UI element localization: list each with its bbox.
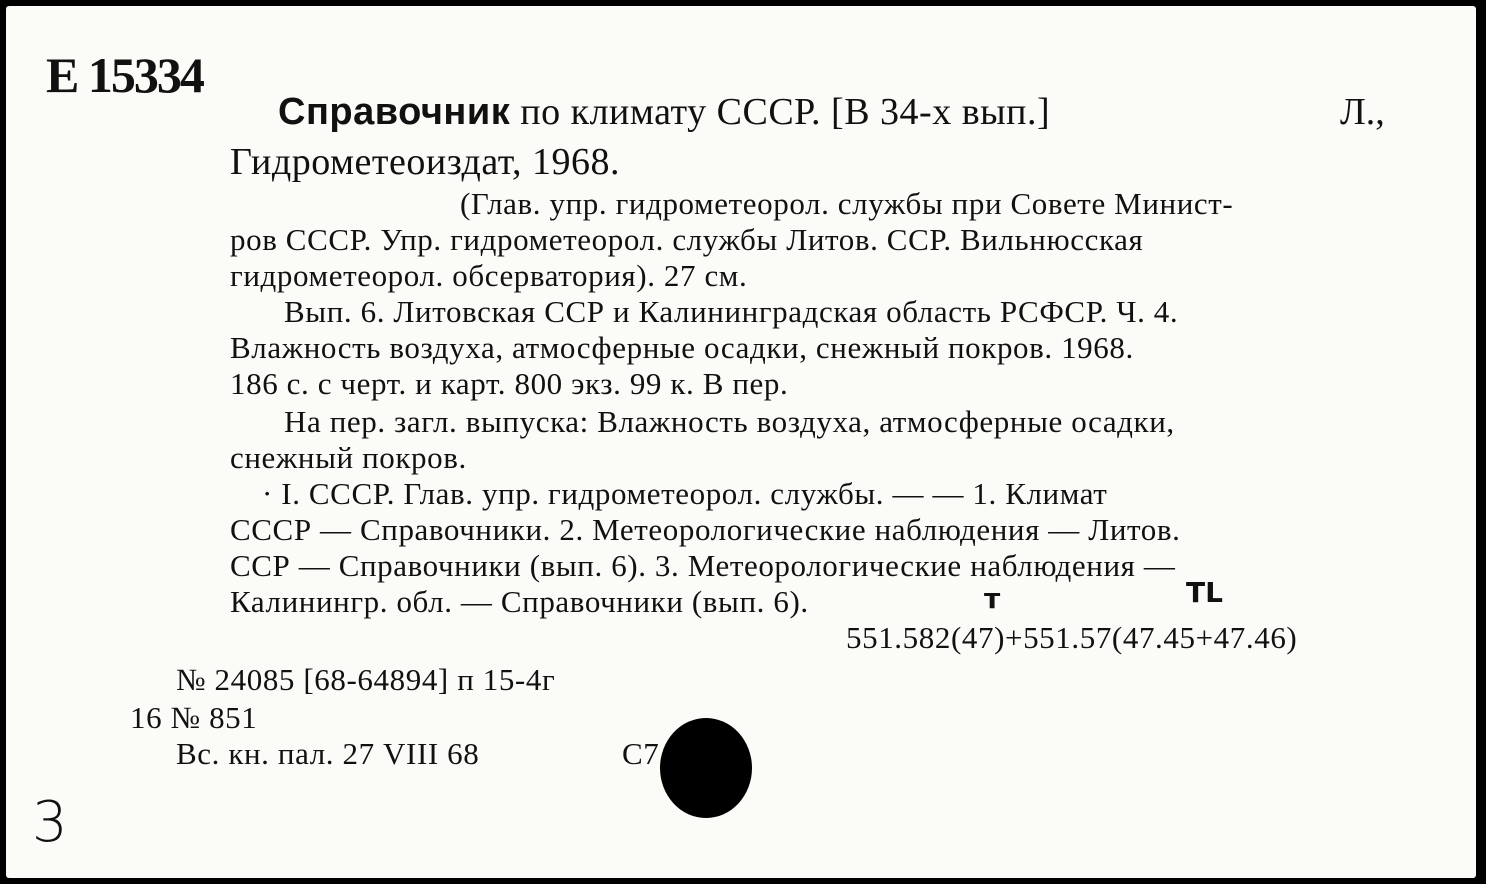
handwritten-scrawl: т (984, 582, 1001, 615)
shelf-mark: Е 15334 (46, 47, 203, 103)
body-line: 186 с. с черт. и карт. 800 экз. 99 к. В пер. (230, 366, 789, 401)
body-line: На пер. загл. выпуска: Влажность воздуха, атмосферные осадки, (284, 404, 1175, 439)
title-line (278, 90, 1050, 134)
body-line: снежный покров. (230, 440, 467, 475)
body-line: (Глав. упр. гидрометеорол. службы при Совете Минист- (460, 186, 1234, 221)
body-line: Влажность воздуха, атмосферные осадки, снежный покров. 1968. (230, 330, 1134, 365)
record-number: № 24085 [68-64894] п 15-4г (176, 662, 556, 697)
body-line: Калинингр. обл. — Справочники (вып. 6). (230, 584, 809, 619)
publisher: Гидрометеоиздат, 1968. (230, 141, 620, 183)
handwritten-scrawl: ТL (1186, 576, 1223, 609)
body-line: · I. СССР. Глав. упр. гидрометеорол. службы. — — 1. Климат (262, 476, 1108, 511)
title-bold: Справочник (278, 91, 511, 133)
registry-stamp: Вс. кн. пал. 27 VIII 68 (176, 736, 480, 771)
handwritten-mark: 3 (32, 790, 68, 855)
title-rest: по климату СССР. [В 34-х вып.] (510, 91, 1051, 133)
copy-number: 16 № 851 (130, 700, 258, 735)
body-line: гидрометеорол. обсерватория). 27 см. (230, 258, 748, 293)
place: Л., (1340, 91, 1385, 133)
body-line: ров СССР. Упр. гидрометеорол. службы Литов. ССР. Вильнюсская (230, 222, 1144, 257)
body-line: ССР — Справочники (вып. 6). 3. Метеорологические наблюдения — (230, 548, 1176, 583)
code-label: С7 (622, 736, 660, 771)
body-line: Вып. 6. Литовская ССР и Калининградская область РСФСР. Ч. 4. (284, 294, 1179, 329)
body-line: СССР — Справочники. 2. Метеорологические наблюдения — Литов. (230, 512, 1181, 547)
punch-hole (660, 718, 752, 818)
classification-index: 551.582(47)+551.57(47.45+47.46) (846, 620, 1298, 655)
